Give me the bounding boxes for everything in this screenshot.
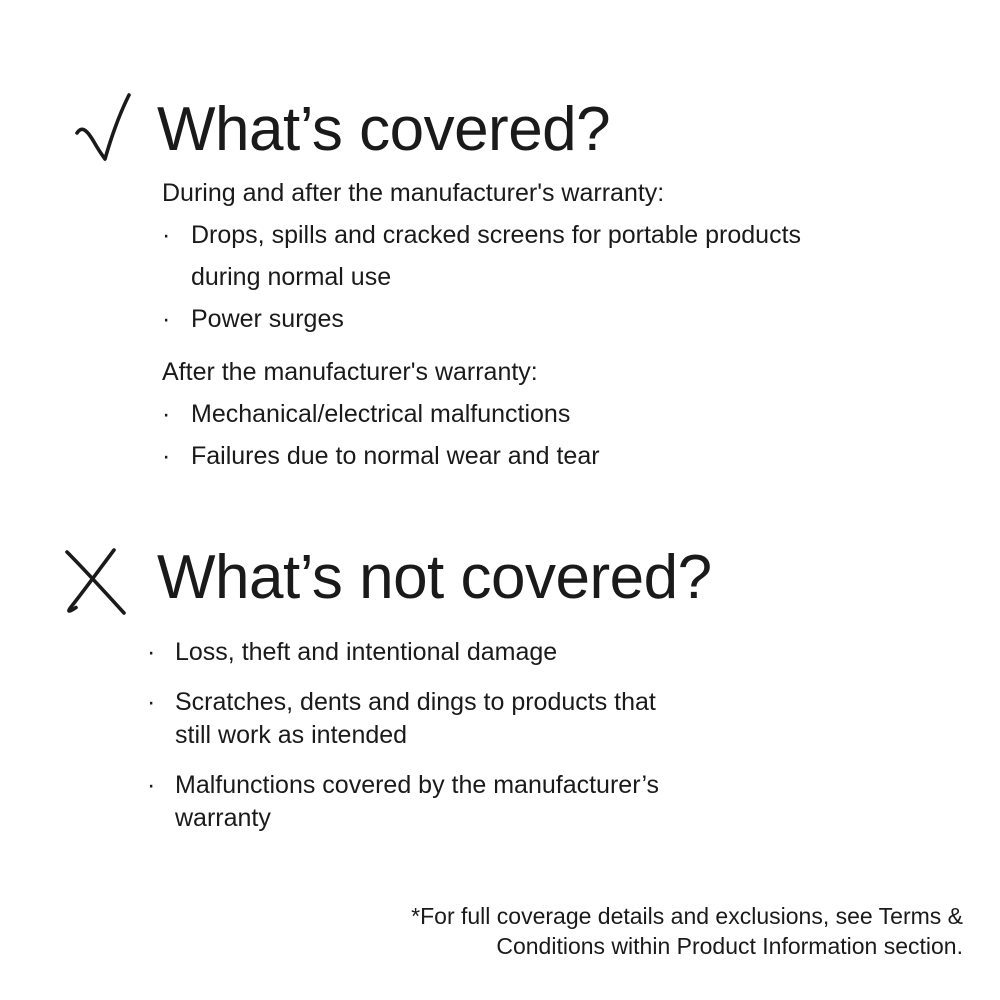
list-item <box>162 298 822 340</box>
list-item <box>162 393 822 435</box>
list-item-text: Failures due to normal wear and tear <box>191 442 600 470</box>
covered-intro-during: During and after the manufacturer's warranty: <box>162 179 665 207</box>
x-icon <box>58 546 128 616</box>
list-item <box>147 686 695 752</box>
bullet-dot-icon: · <box>147 688 156 716</box>
bullet-dot-icon: · <box>162 400 171 428</box>
bullet-dot-icon: · <box>147 638 156 666</box>
list-item-text: Power surges <box>191 305 344 333</box>
list-item-text: Scratches, dents and dings to products that still work as intended <box>175 688 656 749</box>
check-icon <box>74 92 132 164</box>
list-item-text: Drops, spills and cracked screens for portable products during normal use <box>191 221 802 291</box>
covered-list-during <box>162 214 822 340</box>
bullet-dot-icon: · <box>162 305 171 333</box>
bullet-dot-icon: · <box>162 442 171 470</box>
list-item <box>162 214 822 298</box>
covered-intro-after: After the manufacturer's warranty: <box>162 358 538 386</box>
list-item-text: Malfunctions covered by the manufacturer’s warranty <box>175 771 660 832</box>
bullet-dot-icon: · <box>162 221 171 249</box>
list-item-text: Mechanical/electrical malfunctions <box>191 400 571 428</box>
covered-list-after <box>162 393 822 477</box>
not-covered-title: What’s not covered? <box>157 543 712 612</box>
not-covered-section <box>147 636 695 852</box>
footnote-line: *For full coverage details and exclusions, see Terms & <box>411 903 963 929</box>
not-covered-list <box>147 636 695 835</box>
covered-section <box>162 172 822 477</box>
list-item <box>147 769 695 835</box>
covered-title: What’s covered? <box>157 95 611 164</box>
footnote <box>411 901 963 961</box>
list-item <box>147 636 695 669</box>
footnote-line: Conditions within Product Information section. <box>496 933 963 959</box>
list-item <box>162 435 822 477</box>
list-item-text: Loss, theft and intentional damage <box>175 638 558 666</box>
bullet-dot-icon: · <box>147 771 156 799</box>
